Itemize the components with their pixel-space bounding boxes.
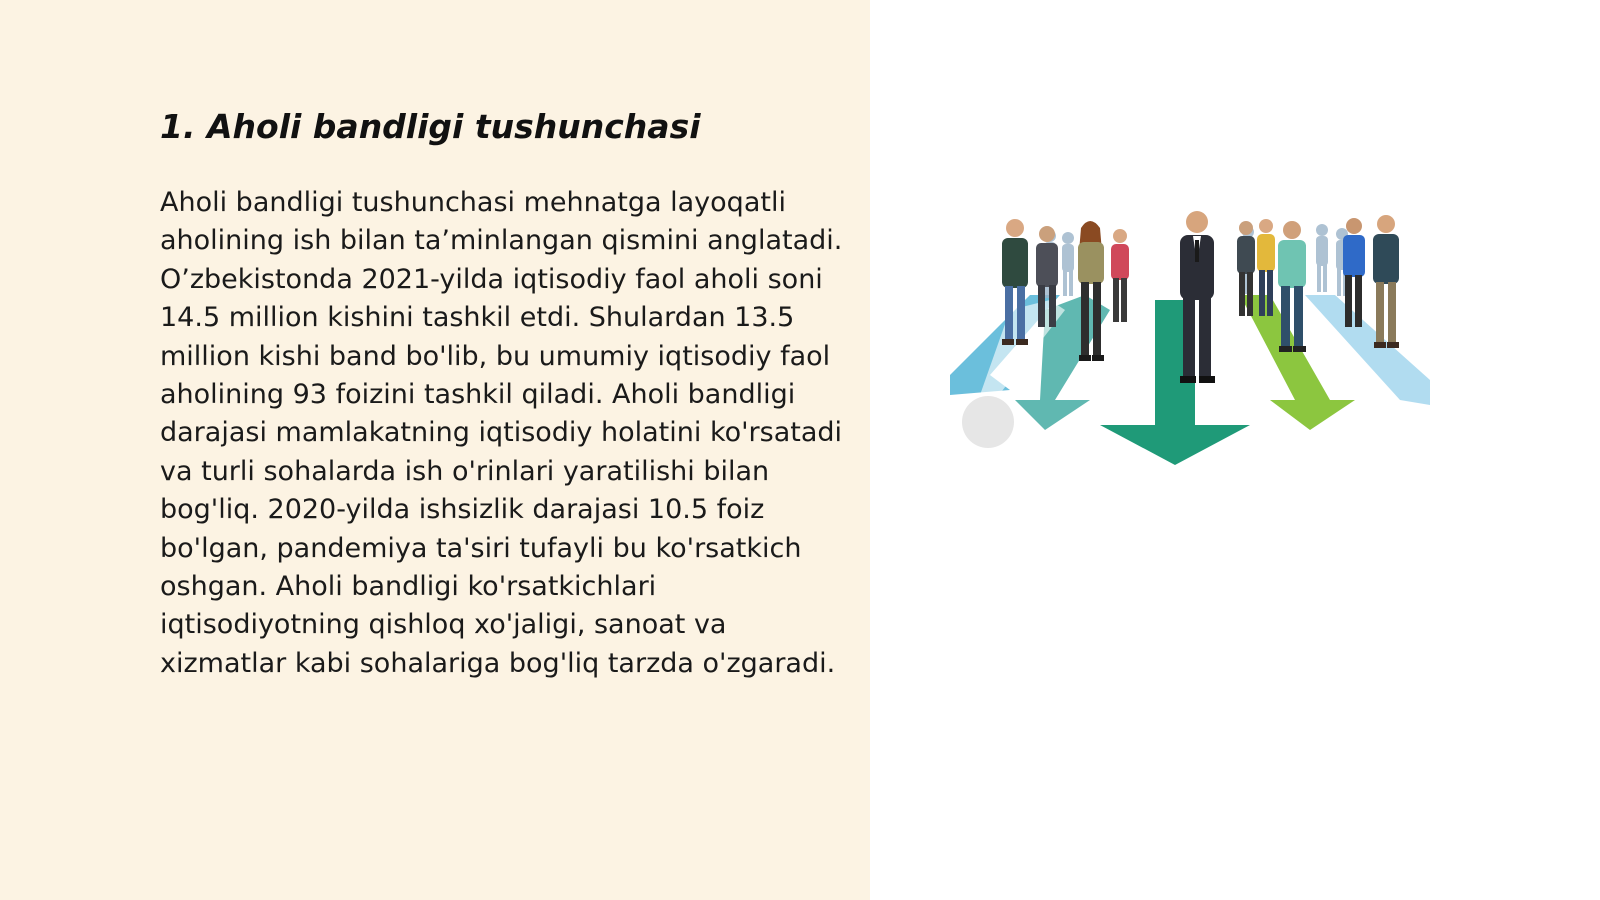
decorative-circle — [962, 396, 1014, 448]
slide-body-text: Aholi bandligi tushunchasi mehnatga layoqatli aholining ish bilan ta’minlangan qismini anglatadi. O’zbekistonda 2021-yilda iqtisodiy faol aholi soni 14.5 million kishini tashkil etdi. Shulardan 13.5 million kishi band bo'lib, bu umumiy iqtisodiy faol aholining 93 foizini tashkil qiladi. Aholi bandligi darajasi mamlakatning iqtisodiy holatini ko'rsatadi va turli sohalarda ish o'rinlari yaratilishi bilan bog'liq. 2020-yilda ishsizlik darajasi 10.5 foiz bo'lgan, pandemiya ta'siri tufayli bu ko'rsatkich oshgan. Aholi bandligi ko'rsatkichlari iqtisodiyotning qishloq xo'jaligi, sanoat va xizmatlar kabi sohalariga bog'liq tarzda o'zgaradi. — [160, 187, 843, 679]
slide-title: 1. Aholi bandligi tushunchasi — [160, 107, 701, 146]
people-walking-on-arrows-illustration — [950, 200, 1438, 480]
